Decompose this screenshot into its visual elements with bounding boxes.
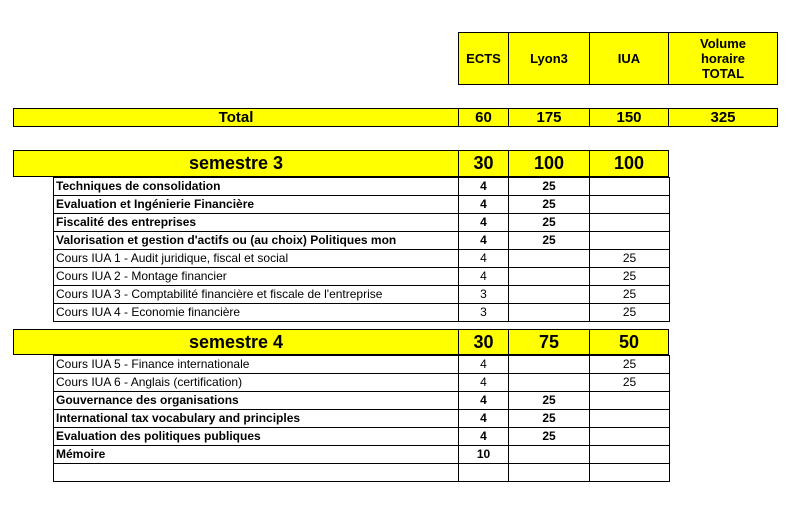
course-ects: 3 <box>459 286 509 304</box>
course-lyon3 <box>509 268 590 286</box>
course-row <box>54 268 670 286</box>
course-lyon3: 25 <box>509 392 590 410</box>
course-ects: 4 <box>459 196 509 214</box>
course-ects: 4 <box>459 214 509 232</box>
course-row <box>54 428 670 446</box>
semestre4-ects: 30 <box>458 329 509 355</box>
semestre3-table <box>53 177 670 322</box>
course-name: Cours IUA 5 - Finance internationale <box>54 356 459 374</box>
course-row <box>54 214 670 232</box>
course-row <box>54 196 670 214</box>
course-ects: 4 <box>459 374 509 392</box>
course-iua: 25 <box>590 286 670 304</box>
course-ects: 10 <box>459 446 509 464</box>
course-name: Cours IUA 1 - Audit juridique, fiscal et social <box>54 250 459 268</box>
header-iua: IUA <box>589 32 669 85</box>
course-name: Evaluation des politiques publiques <box>54 428 459 446</box>
course-iua: 25 <box>590 356 670 374</box>
course-lyon3 <box>509 286 590 304</box>
course-iua <box>590 178 670 196</box>
course-lyon3 <box>509 304 590 322</box>
course-row <box>54 464 670 482</box>
course-row <box>54 250 670 268</box>
course-ects: 4 <box>459 428 509 446</box>
course-lyon3 <box>509 250 590 268</box>
course-name: International tax vocabulary and principles <box>54 410 459 428</box>
course-ects: 4 <box>459 178 509 196</box>
course-lyon3: 25 <box>509 410 590 428</box>
course-name: Cours IUA 2 - Montage financier <box>54 268 459 286</box>
course-iua <box>590 392 670 410</box>
course-iua: 25 <box>590 250 670 268</box>
course-name: Cours IUA 4 - Economie financière <box>54 304 459 322</box>
course-row <box>54 304 670 322</box>
course-name: Evaluation et Ingénierie Financière <box>54 196 459 214</box>
course-lyon3 <box>509 374 590 392</box>
course-iua <box>590 446 670 464</box>
header-lyon3: Lyon3 <box>508 32 590 85</box>
course-lyon3 <box>509 446 590 464</box>
header-ects: ECTS <box>458 32 509 85</box>
total-label: Total <box>13 108 459 127</box>
course-iua <box>590 428 670 446</box>
course-iua <box>590 410 670 428</box>
course-name: Fiscalité des entreprises <box>54 214 459 232</box>
course-iua <box>590 464 670 482</box>
course-ects: 4 <box>459 268 509 286</box>
total-volume: 325 <box>668 108 778 127</box>
course-ects: 4 <box>459 392 509 410</box>
course-iua <box>590 196 670 214</box>
course-ects <box>459 464 509 482</box>
course-ects: 4 <box>459 410 509 428</box>
course-name: Valorisation et gestion d'actifs ou (au choix) Politiques mon <box>54 232 459 250</box>
semestre4-iua: 50 <box>589 329 669 355</box>
course-iua: 25 <box>590 268 670 286</box>
course-row <box>54 374 670 392</box>
course-row <box>54 446 670 464</box>
course-name <box>54 464 459 482</box>
course-lyon3: 25 <box>509 428 590 446</box>
semestre4-lyon3: 75 <box>508 329 590 355</box>
course-name: Mémoire <box>54 446 459 464</box>
header-volume <box>668 32 778 85</box>
header-volume-label: Volume horaire TOTAL <box>700 36 746 81</box>
total-iua: 150 <box>589 108 669 127</box>
course-row <box>54 286 670 304</box>
course-ects: 4 <box>459 356 509 374</box>
semestre3-ects: 30 <box>458 150 509 177</box>
course-lyon3 <box>509 356 590 374</box>
course-ects: 3 <box>459 304 509 322</box>
course-row <box>54 178 670 196</box>
course-row <box>54 356 670 374</box>
semestre3-label: semestre 3 <box>13 150 459 177</box>
course-row <box>54 232 670 250</box>
total-ects: 60 <box>458 108 509 127</box>
course-iua: 25 <box>590 304 670 322</box>
course-lyon3: 25 <box>509 214 590 232</box>
total-lyon3: 175 <box>508 108 590 127</box>
semestre4-table <box>53 355 670 482</box>
course-lyon3: 25 <box>509 196 590 214</box>
course-name: Cours IUA 3 - Comptabilité financière et fiscale de l'entreprise <box>54 286 459 304</box>
semestre3-lyon3: 100 <box>508 150 590 177</box>
course-name: Cours IUA 6 - Anglais (certification) <box>54 374 459 392</box>
course-name: Gouvernance des organisations <box>54 392 459 410</box>
semestre4-label: semestre 4 <box>13 329 459 355</box>
course-lyon3: 25 <box>509 178 590 196</box>
course-lyon3: 25 <box>509 232 590 250</box>
course-ects: 4 <box>459 250 509 268</box>
course-iua <box>590 214 670 232</box>
course-iua: 25 <box>590 374 670 392</box>
course-iua <box>590 232 670 250</box>
semestre3-iua: 100 <box>589 150 669 177</box>
course-row <box>54 410 670 428</box>
course-ects: 4 <box>459 232 509 250</box>
course-row <box>54 392 670 410</box>
course-lyon3 <box>509 464 590 482</box>
course-name: Techniques de consolidation <box>54 178 459 196</box>
